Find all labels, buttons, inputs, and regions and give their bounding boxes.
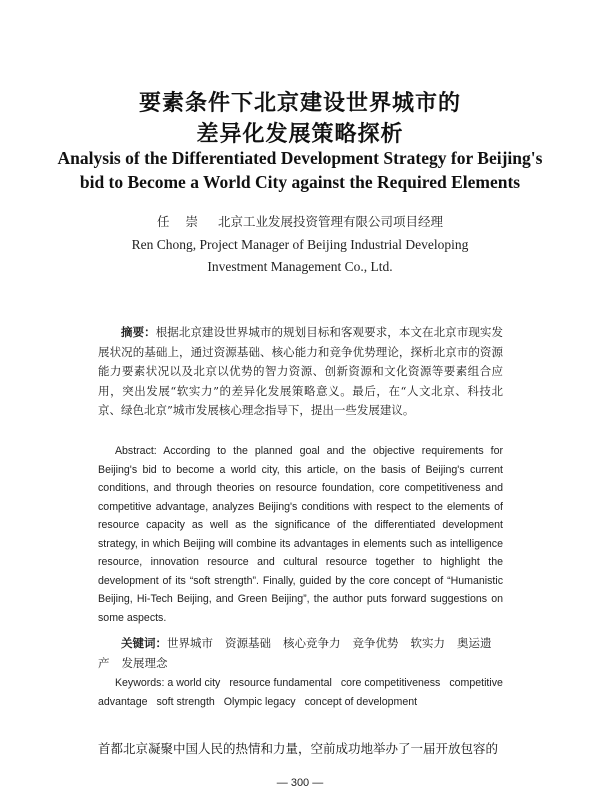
author-line-english-1: Ren Chong, Project Manager of Beijing Industrial Developing [131,237,469,252]
author-affiliation-chinese: 北京工业发展投资管理有限公司项目经理 [217,214,443,229]
keyword-english: resource fundamental [229,677,332,689]
chinese-title-line-1: 要素条件下北京建设世界城市的 [138,90,461,116]
keyword-english: a world city [167,677,221,689]
abstract-chinese-text: 根据北京建设世界城市的规划目标和客观要求，本文在北京市现实发展状况的基础上，通过资源基础、核心能力和竞争优势理论，探析北京市的资源能力要素状况以及北京以优势的智力资源、创新资源和文化资源等要素组合应用，突出发展“软实力”的差异化发展策略意义。最后，在“人文北京、科技北京、绿色北京”城市发展核心理念指导下，提出一些发展建议。 [98,325,503,417]
keyword-chinese: 发展理念 [121,656,168,670]
keyword-english: competitive advantage [98,677,503,708]
body-text: 首都北京凝聚中国人民的热情和力量，空前成功地举办了一届开放包容的 [98,741,499,756]
keyword-english: soft strength [156,695,215,708]
abstract-chinese-label: 摘要： [121,325,156,339]
author-line-english-2: Investment Management Co., Ltd. [207,259,393,274]
abstract-english-text: According to the planned goal and the objective requirements for Beijing's bid to become a world city, this article, on the basis of Beijing's current conditions, and through theories on resource foundation, core competitiveness and competitive advantage, analyzes Beijing's conditions with respect to the elements of resource capacity as well as the significance of the differentiated development strategy, in which Beijing will combine its advantages in elements such as intelligence resource, innovation resource and cultural resource together to highlight the development of its “soft strength”. Finally, guided by the core concept of “Humanistic Beijing, Hi-Tech Beijing, and Green Beijing”, the author puts forward suggestions on some aspects. [98,445,504,624]
author-name-chinese: 任 崇 [157,214,204,229]
page-number: — 300 — [276,777,324,789]
english-title-line-2: bid to Become a World City against the Required Elements [79,172,521,192]
keywords-chinese [98,633,503,673]
keywords-english [98,674,503,711]
keywords-chinese-label: 关键词： [121,636,167,650]
chinese-title-line-2: 差异化发展策略探析 [196,121,404,147]
english-title-line-1: Analysis of the Differentiated Development Strategy for Beijing's [57,148,543,168]
abstract-english-label: Abstract: [114,445,157,457]
abstract-english [98,442,503,627]
keyword-chinese: 资源基础 [225,636,271,650]
keyword-chinese: 软实力 [410,636,445,650]
keyword-chinese: 奥运遗产 [98,636,492,670]
abstract-chinese [98,323,503,421]
keyword-english: concept of development [304,695,418,708]
author-line-chinese [0,212,600,230]
keyword-english: core competitiveness [340,677,441,689]
keyword-chinese: 核心竞争力 [283,636,341,650]
keyword-chinese: 竞争优势 [352,636,399,650]
keyword-chinese: 世界城市 [167,636,213,650]
keyword-english: Olympic legacy [223,695,296,708]
keywords-english-label: Keywords: [114,677,165,689]
